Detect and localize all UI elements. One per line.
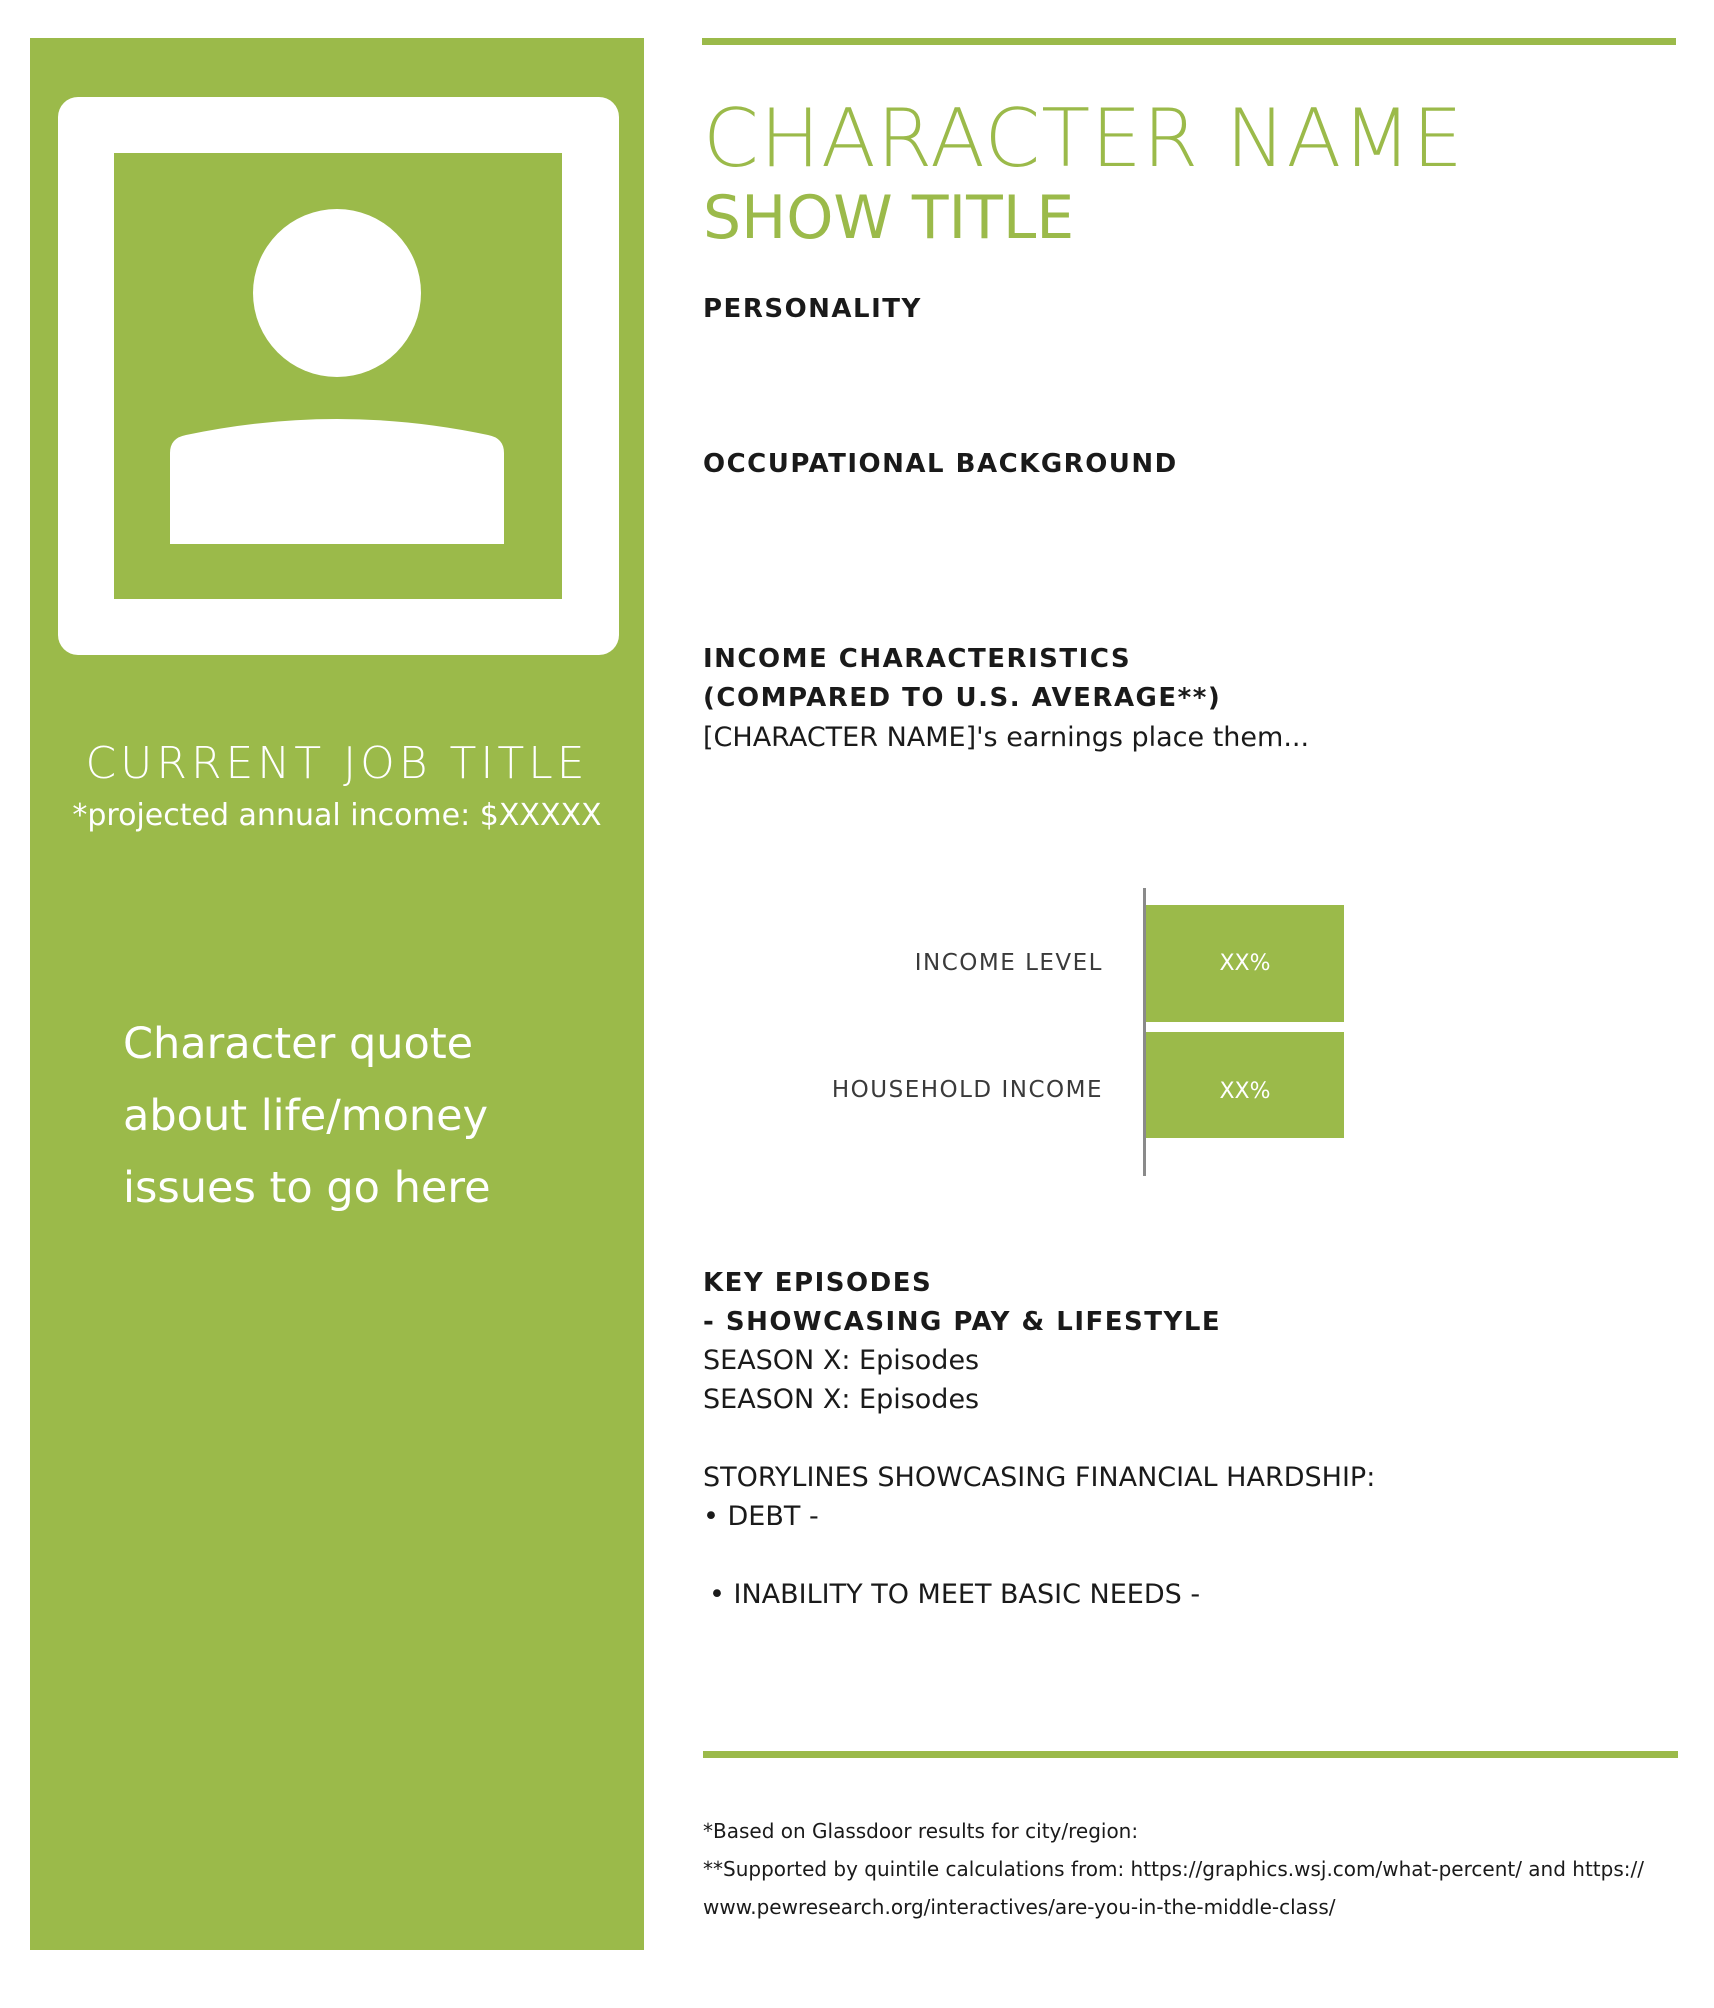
show-title: SHOW TITLE: [703, 183, 1075, 253]
personality-heading: PERSONALITY: [703, 294, 922, 324]
footnote: *Based on Glassdoor results for city/region:: [703, 1819, 1139, 1843]
key-episodes-heading: KEY EPISODES: [703, 1268, 933, 1298]
photo-placeholder: [114, 153, 562, 599]
income-comparison-subheading: (COMPARED TO U.S. AVERAGE**): [703, 683, 1222, 713]
footnote: www.pewresearch.org/interactives/are-you-in-the-middle-class/: [703, 1895, 1336, 1919]
episode-line: SEASON X: Episodes: [703, 1345, 980, 1376]
episode-line: SEASON X: Episodes: [703, 1384, 980, 1415]
sidebar-panel: [30, 38, 644, 1950]
quote-line: about life/money: [123, 1091, 489, 1141]
character-quote: [123, 1008, 623, 1224]
person-silhouette-icon: [114, 153, 562, 599]
basic-needs-item: • INABILITY TO MEET BASIC NEEDS -: [709, 1579, 1201, 1610]
storylines-heading: STORYLINES SHOWCASING FINANCIAL HARDSHIP:: [703, 1462, 1376, 1493]
projected-income-note: *projected annual income: $XXXXX: [72, 798, 602, 833]
bottom-divider: [703, 1751, 1678, 1758]
occupational-background-heading: OCCUPATIONAL BACKGROUND: [703, 449, 1178, 479]
debt-item: • DEBT -: [703, 1501, 819, 1532]
quote-line: issues to go here: [123, 1163, 491, 1213]
job-title: CURRENT JOB TITLE: [85, 738, 589, 789]
chart-category-label: HOUSEHOLD INCOME: [831, 1077, 1103, 1103]
chart-value-label: XX%: [1219, 1079, 1271, 1104]
chart-value-label: XX%: [1219, 951, 1271, 976]
footnote: **Supported by quintile calculations from: https://graphics.wsj.com/what-percent/ and https://: [703, 1857, 1644, 1881]
key-episodes-subheading: - SHOWCASING PAY & LIFESTYLE: [703, 1307, 1222, 1337]
top-divider: [702, 38, 1676, 45]
photo-frame: [58, 97, 619, 655]
income-description: [CHARACTER NAME]'s earnings place them...: [703, 722, 1310, 753]
income-characteristics-heading: INCOME CHARACTERISTICS: [703, 644, 1132, 674]
chart-category-label: INCOME LEVEL: [914, 950, 1103, 976]
character-name-title: CHARACTER NAME: [703, 92, 1464, 185]
quote-line: Character quote: [123, 1019, 474, 1069]
